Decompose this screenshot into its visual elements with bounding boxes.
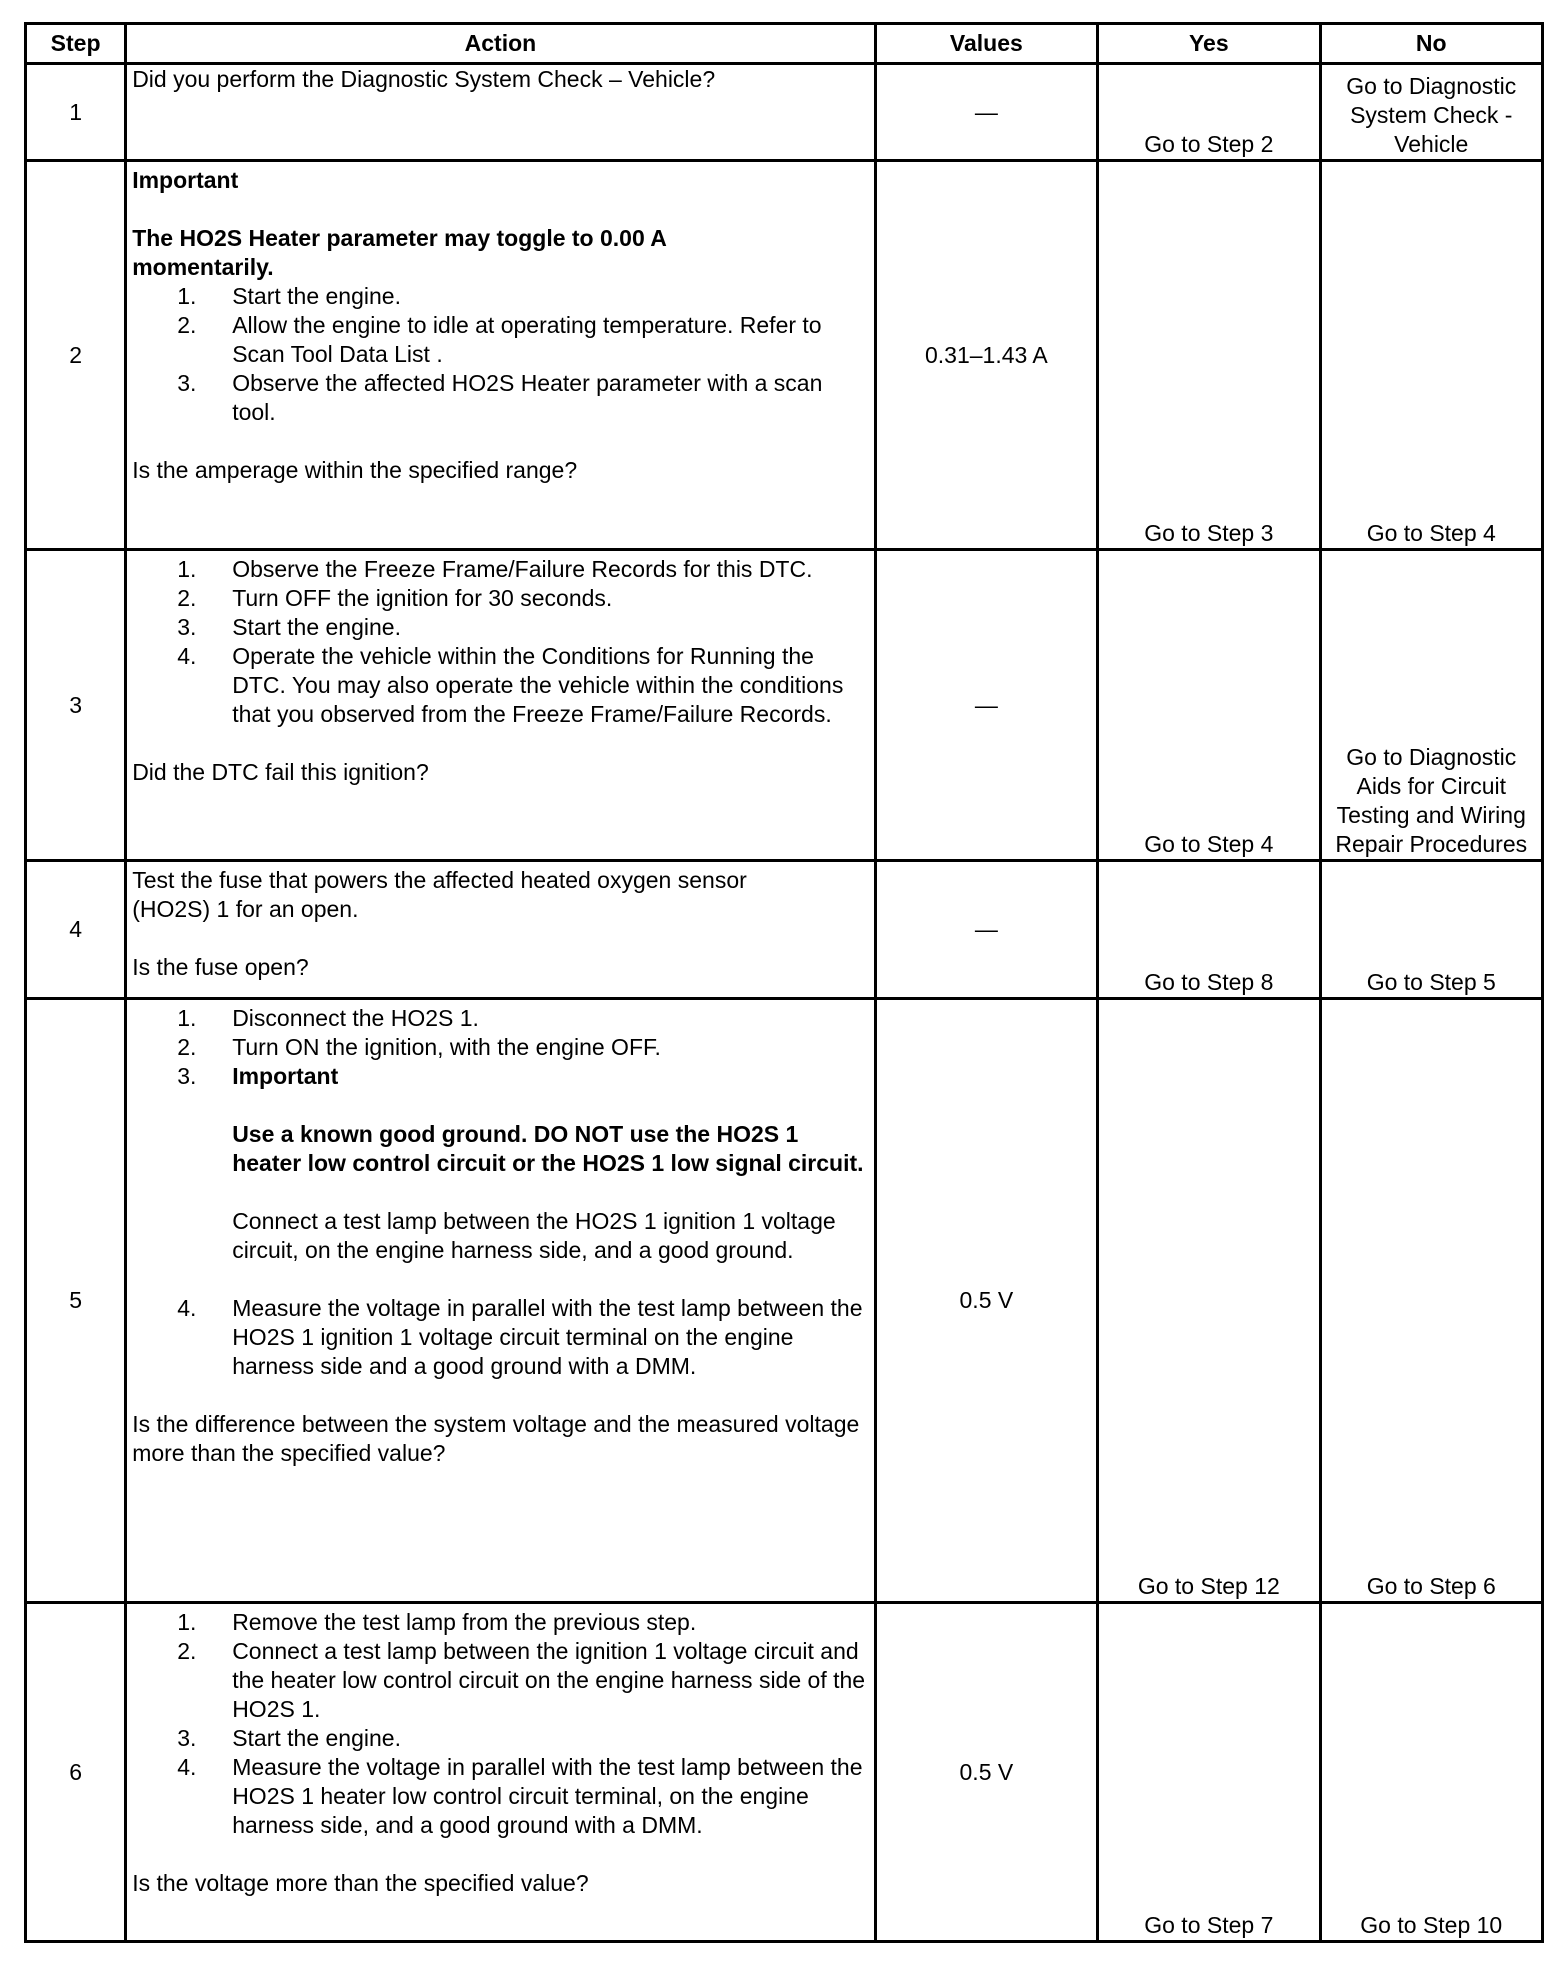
step-number: 3 [26, 550, 126, 861]
list-item: 3. Start the engine. [177, 614, 401, 640]
step-number: 1 [26, 64, 126, 161]
table-row [26, 999, 1543, 1603]
step-number: 4 [26, 861, 126, 999]
list-item-text: Connect a test lamp between the HO2S 1 ignition 1 voltage circuit, on the engine harness side, and a good ground. [232, 1208, 836, 1263]
action-question: Did you perform the Diagnostic System Check – Vehicle? [132, 66, 716, 92]
header-yes: Yes [1098, 24, 1320, 64]
yes-cell: Go to Step 8 [1098, 861, 1320, 999]
list-item: 1. Disconnect the HO2S 1. [177, 1005, 479, 1031]
list-item: 1. Start the engine. [177, 283, 401, 309]
diagnostic-table [24, 22, 1544, 1943]
procedure-list [132, 282, 868, 427]
yes-cell: Go to Step 3 [1098, 161, 1320, 550]
action-cell [126, 1603, 875, 1942]
important-label: Important [132, 167, 239, 193]
action-question: Did the DTC fail this ignition? [132, 759, 429, 785]
important-label: Important [232, 1063, 339, 1089]
table-row [26, 64, 1543, 161]
action-question: Is the voltage more than the specified value? [132, 1870, 589, 1896]
value-cell: — [875, 550, 1097, 861]
yes-cell: Go to Step 12 [1098, 999, 1320, 1603]
yes-cell: Go to Step 7 [1098, 1603, 1320, 1942]
list-item: 4. Operate the vehicle within the Conditions for Running the DTC. You may also operate the vehicle within the conditions that you observed from the Freeze Frame/Failure Records. [177, 643, 844, 727]
no-cell: Go to Step 4 [1320, 161, 1542, 550]
table-row [26, 861, 1543, 999]
value-cell: 0.31–1.43 A [875, 161, 1097, 550]
step-number: 6 [26, 1603, 126, 1942]
list-item: 3. Observe the affected HO2S Heater parameter with a scan tool. [177, 370, 823, 425]
list-item: 1. Remove the test lamp from the previous step. [177, 1609, 697, 1635]
action-cell [126, 861, 875, 999]
action-cell [126, 64, 875, 161]
important-note: The HO2S Heater parameter may toggle to 0.00 A momentarily. [132, 225, 667, 280]
value-cell: 0.5 V [875, 1603, 1097, 1942]
procedure-list [132, 1608, 868, 1840]
list-item: 4. Measure the voltage in parallel with the test lamp between the HO2S 1 ignition 1 voltage circuit terminal on the engine harness side and a good ground with a DMM. [177, 1295, 863, 1379]
action-cell [126, 999, 875, 1603]
no-cell: Go to Step 10 [1320, 1603, 1542, 1942]
no-cell: Go to Step 6 [1320, 999, 1542, 1603]
value-cell: — [875, 861, 1097, 999]
important-note: Use a known good ground. DO NOT use the HO2S 1 heater low control circuit or the HO2S 1 low signal circuit. [232, 1121, 864, 1176]
header-action: Action [126, 24, 875, 64]
action-cell [126, 550, 875, 861]
step-number: 2 [26, 161, 126, 550]
header-values: Values [875, 24, 1097, 64]
action-question: Is the amperage within the specified range? [132, 457, 578, 483]
list-item: 3. Start the engine. [177, 1725, 401, 1751]
header-row [26, 24, 1543, 64]
no-cell: Go to Diagnostic Aids for Circuit Testing and Wiring Repair Procedures [1320, 550, 1542, 861]
header-no: No [1320, 24, 1542, 64]
action-cell [126, 161, 875, 550]
procedure-list [132, 555, 868, 729]
action-question: Is the fuse open? [132, 954, 309, 980]
action-intro: Test the fuse that powers the affected heated oxygen sensor (HO2S) 1 for an open. [132, 867, 747, 922]
header-step: Step [26, 24, 126, 64]
list-item: 2. Allow the engine to idle at operating temperature. Refer to Scan Tool Data List . [177, 312, 822, 367]
value-cell: 0.5 V [875, 999, 1097, 1603]
list-item: 2. Turn ON the ignition, with the engine OFF. [177, 1034, 661, 1060]
no-cell: Go to Step 5 [1320, 861, 1542, 999]
no-cell: Go to Diagnostic System Check - Vehicle [1320, 64, 1542, 161]
value-cell: — [875, 64, 1097, 161]
action-question: Is the difference between the system voltage and the measured voltage more than the specified value? [132, 1411, 860, 1466]
table-row [26, 161, 1543, 550]
yes-cell: Go to Step 4 [1098, 550, 1320, 861]
yes-cell: Go to Step 2 [1098, 64, 1320, 161]
table-row [26, 1603, 1543, 1942]
table-row [26, 550, 1543, 861]
list-item: 2. Connect a test lamp between the ignition 1 voltage circuit and the heater low control circuit on the engine harness side of the HO2S 1. [177, 1638, 866, 1722]
list-item: 2. Turn OFF the ignition for 30 seconds. [177, 585, 613, 611]
list-item: 1. Observe the Freeze Frame/Failure Records for this DTC. [177, 556, 813, 582]
list-item: 4. Measure the voltage in parallel with the test lamp between the HO2S 1 heater low control circuit terminal, on the engine harness side, and a good ground with a DMM. [177, 1754, 863, 1838]
procedure-list [132, 1004, 868, 1381]
step-number: 5 [26, 999, 126, 1603]
list-item: 3. Important Use a known good ground. DO NOT use the HO2S 1 heater low control circuit or the HO2S 1 low signal circuit. Connect a test lamp between the HO2S 1 ignition 1 voltage circuit, on the engine harness side, and a good ground. [132, 1062, 868, 1265]
